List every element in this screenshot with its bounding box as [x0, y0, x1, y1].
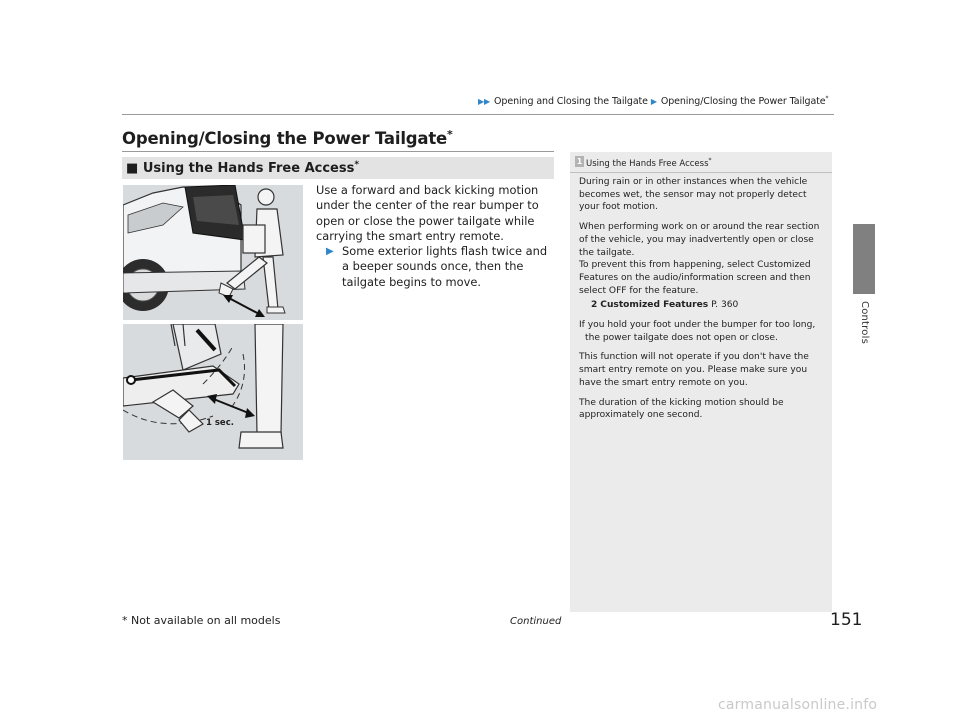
foot-detail-svg [123, 324, 303, 460]
figure-foot-detail [123, 324, 303, 460]
reference-arrow-icon: 2 [591, 300, 598, 311]
notes-paragraph [579, 259, 829, 297]
section-title-text: Using the Hands Free Access [142, 161, 355, 176]
notes-paragraph-text: If you hold your foot under the bumper for too long, the power tailgate does not open or close. [579, 320, 816, 343]
notes-header-text [586, 157, 712, 169]
header-rule [122, 114, 834, 115]
title-rule [122, 151, 554, 152]
notes-paragraph: This function will not operate if you don't have the smart entry remote on you. Please make sure you have the smart entry remote on you. [579, 352, 809, 388]
chapter-tab-label [838, 296, 890, 348]
section-title-star: * [354, 160, 360, 170]
breadcrumb-arrow-icon: ▶▶ [478, 97, 491, 107]
notes-paragraph [579, 221, 829, 259]
page-title-text: Opening/Closing the Power Tailgate [122, 129, 448, 148]
notes-header-label: Using the Hands Free Access [586, 158, 709, 169]
cross-reference-link[interactable] [579, 299, 829, 312]
page-title [122, 128, 453, 148]
figure-kick-illustration [123, 185, 303, 320]
notes-paragraph [579, 319, 829, 344]
notes-paragraph-text: When performing work on or around the rear section of the vehicle, you may inadvertently open or close the tailgate. [579, 222, 820, 258]
notes-reference[interactable] [579, 299, 829, 312]
section-body: Use a forward and back kicking motion under the center of the rear bumper to open or close the power tailgate while carrying the smart entry remote. [316, 183, 539, 244]
reference-page[interactable]: P. 360 [711, 300, 739, 311]
page-title-star: * [447, 128, 453, 141]
notes-header [570, 152, 832, 173]
notes-body [579, 176, 829, 429]
notes-paragraph: The duration of the kicking motion should be approximately one second. [579, 397, 784, 421]
chapter-tab-marker [853, 224, 875, 294]
figure-duration-label: 1 sec. [206, 418, 234, 428]
breadcrumb-item[interactable]: Opening/Closing the Power Tailgate [660, 96, 826, 108]
breadcrumb [478, 95, 828, 107]
footnote: * Not available on all models [122, 614, 281, 627]
section-title [126, 160, 359, 176]
sub-item-arrow-icon: ▶ [326, 246, 334, 257]
notes-paragraph: During rain or in other instances when the vehicle becomes wet, the sensor may not properly detect your foot motion. [579, 177, 808, 213]
sub-item-text: Some exterior lights flash twice and a beeper sounds once, then the tailgate begins to move. [342, 244, 548, 289]
chapter-tab-text: Controls [858, 300, 870, 344]
breadcrumb-item[interactable]: Opening and Closing the Tailgate [494, 96, 648, 108]
notes-paragraph-text: To prevent this from happening, select Customized Features on the audio/information screen and then select OFF for the feature. [579, 260, 811, 296]
kick-illustration-svg [123, 185, 303, 320]
reference-title[interactable]: Customized Features [600, 300, 709, 311]
watermark: carmanualsonline.info [718, 697, 878, 713]
notes-number-icon: 1 [576, 157, 583, 166]
breadcrumb-star: * [825, 95, 829, 102]
page-number: 151 [830, 610, 863, 630]
continued-label: Continued [510, 616, 562, 627]
breadcrumb-arrow-icon: ▶ [650, 97, 657, 107]
notes-header-star: * [708, 157, 712, 164]
section-marker-icon: ■ [126, 161, 139, 176]
section-sub-item [316, 244, 556, 290]
